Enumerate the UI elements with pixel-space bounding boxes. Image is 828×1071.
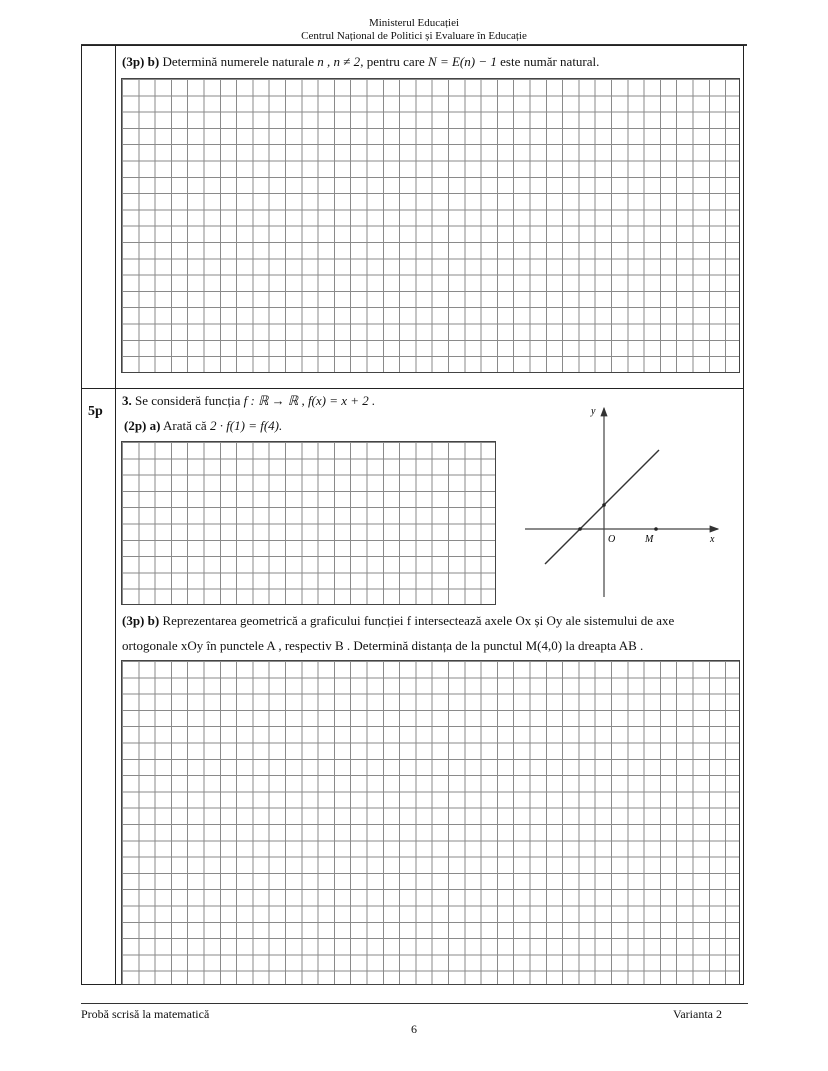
text: Se consideră funcția: [135, 393, 241, 408]
math: n , n ≠ 2: [317, 54, 361, 69]
function-graph-figure: [515, 400, 730, 605]
exercise-3-statement: [122, 393, 375, 409]
formula: f : ℝ → ℝ , f(x) = x + 2 .: [243, 393, 376, 408]
row-divider: [81, 388, 744, 389]
formula: 2 · f(1) = f(4).: [209, 418, 283, 433]
point-b: [602, 503, 606, 507]
part-b-question-line2: ortogonale xOy în punctele A , respectiv B . Determină distanța de la punctul M(4,0) la dreapta AB .: [122, 638, 644, 653]
text: Reprezentarea geometrică a graficului funcției f intersectează axele Ox și Oy ale sistemului de axe: [162, 613, 675, 628]
footer-rule: [81, 1003, 748, 1004]
text: este număr natural.: [500, 54, 600, 69]
points: (2p) a): [124, 418, 161, 433]
score-column-divider: [115, 45, 116, 985]
score-label: 5p: [88, 404, 103, 419]
graph-line: [545, 450, 659, 564]
text: , pentru care: [360, 54, 425, 69]
point-m-label: M: [645, 534, 654, 545]
answer-grid-prev-b[interactable]: [121, 78, 740, 373]
text: Determină numerele naturale: [162, 54, 315, 69]
answer-grid-b[interactable]: [121, 660, 740, 985]
number: 3.: [122, 393, 132, 408]
text: Arată că: [163, 418, 207, 433]
math: N = E(n) − 1: [428, 54, 497, 69]
x-axis-label: x: [710, 534, 715, 545]
origin-label: O: [608, 534, 616, 545]
footer-subject: Probă scrisă la matematică: [81, 1007, 210, 1021]
y-axis-label: y: [591, 406, 596, 417]
page-number: 6: [411, 1022, 417, 1036]
header-center: Centrul Național de Politici și Evaluare în Educație: [301, 30, 527, 42]
point-m: [654, 527, 658, 531]
part-b-question-line1: [122, 613, 674, 629]
header-ministry: Ministerul Educației: [368, 17, 460, 29]
answer-grid-a[interactable]: [121, 441, 496, 605]
footer-variant: Varianta 2: [673, 1007, 722, 1021]
point-a: [578, 527, 582, 531]
points: (3p) b): [122, 613, 160, 628]
prev-part-b-question: [122, 54, 599, 70]
points: (3p) b): [122, 54, 160, 69]
part-a-question: [124, 418, 282, 434]
